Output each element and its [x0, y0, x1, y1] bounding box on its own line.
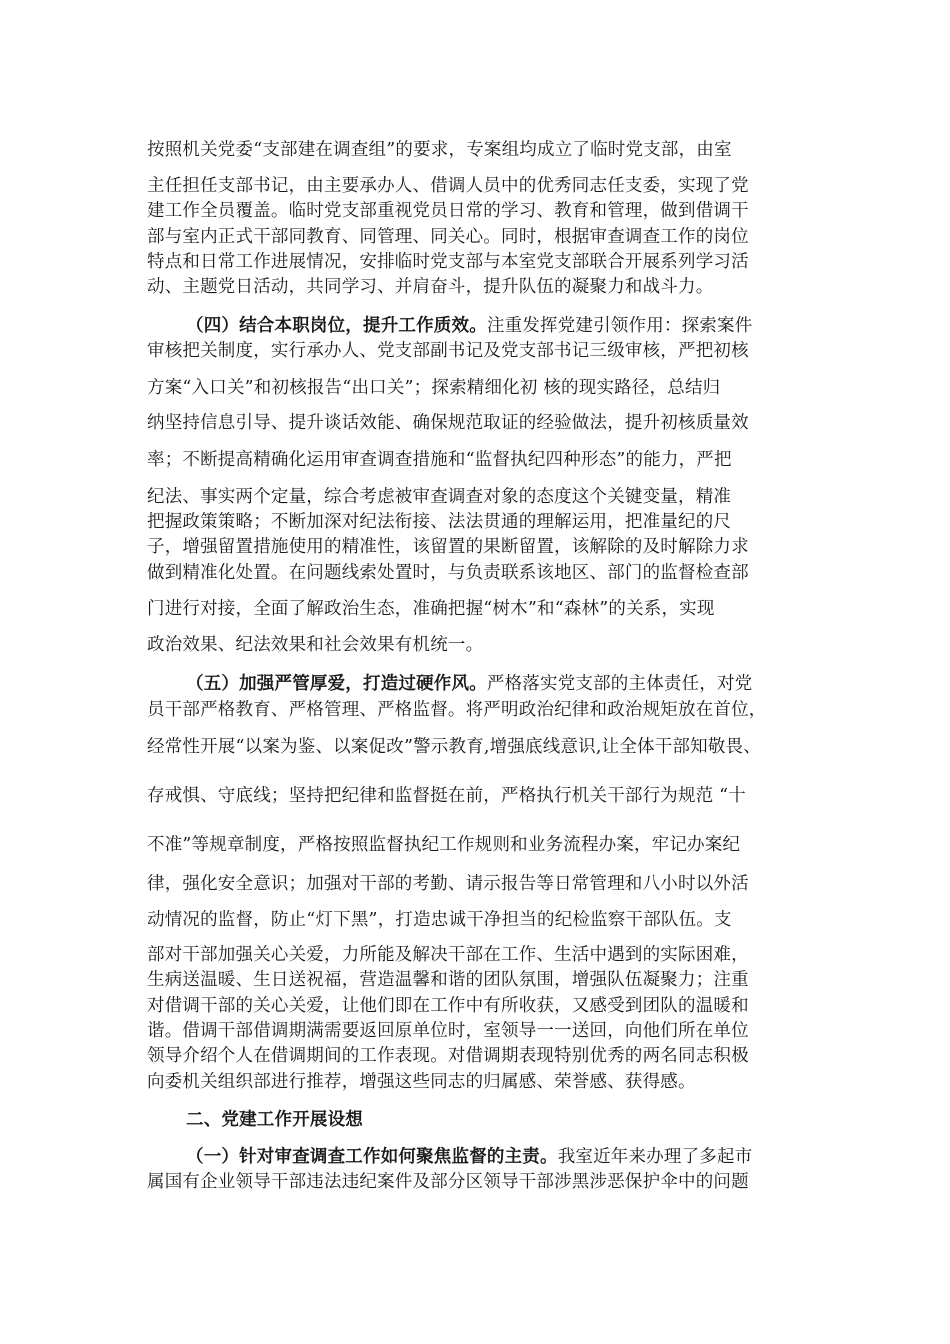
body-text-line: 属国有企业领导干部违法违纪案件及部分区领导干部涉黑涉恶保护伞中的问题	[147, 1172, 749, 1192]
body-text-line: 对借调干部的关心关爱，让他们即在工作中有所收获，又感受到团队的温暖和	[147, 996, 749, 1016]
body-text-line: 纳坚持信息引导、提升谈话效能、确保规范取证的经验做法，提升初核质量效	[147, 413, 749, 433]
body-text-line: 领导介绍个人在借调期间的工作表现。对借调期表现特别优秀的两名同志积极	[147, 1046, 749, 1066]
body-text-span: 注重发挥党建引领作用：探索案件	[486, 316, 753, 336]
body-text-line: 动、主题党日活动，共同学习、并肩奋斗，提升队伍的凝聚力和战斗力。	[147, 277, 714, 297]
subsection-heading-1: （一）针对审查调查工作如何聚焦监督的主责。	[186, 1147, 558, 1167]
body-text-span: 严格落实党支部的主体责任，对党	[486, 674, 753, 694]
section-title-2: 二、党建工作开展设想	[186, 1110, 363, 1130]
body-text-line: 向委机关组织部进行推荐，增强这些同志的归属感、荣誉感、获得感。	[147, 1072, 696, 1092]
body-text-line: 率；不断提高精确化运用审查调查措施和“监督执纪四种形态”的能力，严把	[147, 450, 732, 470]
body-text-line: 经常性开展“以案为鉴、以案促改”警示教育,增强底线意识,让全体干部知敬畏、	[147, 737, 761, 757]
body-text-line: 生病送温暖、生日送祝福，营造温馨和谐的团队氛围，增强队伍凝聚力；注重	[147, 970, 749, 990]
body-text-line: 主任担任支部书记，由主要承办人、借调人员中的优秀同志任支委，实现了党	[147, 176, 749, 196]
body-text-line: 动情况的监督，防止“灯下黑”，打造忠诚干净担当的纪检监察干部队伍。支	[147, 910, 732, 930]
subsection-paragraph-1-first-line	[186, 1146, 807, 1168]
body-text-line: 纪法、事实两个定量，综合考虑被审查调查对象的态度这个关键变量，精准	[147, 487, 732, 507]
body-text-line: 政治效果、纪法效果和社会效果有机统一。	[147, 635, 484, 655]
section-heading-4: （四）结合本职岗位，提升工作质效。	[186, 316, 487, 336]
body-text-line: 律，强化安全意识；加强对干部的考勤、请示报告等日常管理和八小时以外活	[147, 874, 749, 894]
body-text-line: 不准”等规章制度，严格按照监督执纪工作规则和业务流程办案，牢记办案纪	[147, 835, 741, 855]
body-text-line: 按照机关党委“支部建在调查组”的要求，专案组均成立了临时党支部，由室	[147, 140, 732, 160]
body-text-line: 谐。借调干部借调期满需要返回原单位时，室领导一一送回，向他们所在单位	[147, 1021, 749, 1041]
section-heading-5: （五）加强严管厚爱，打造过硬作风。	[186, 674, 487, 694]
body-text-line: 把握政策策略；不断加深对纪法衔接、法法贯通的理解运用，把准量纪的尺	[147, 512, 732, 532]
body-text-line: 门进行对接，全面了解政治生态，准确把握“树木”和“森林”的关系，实现	[147, 599, 715, 619]
section-paragraph-4-first-line	[186, 315, 807, 337]
body-text-line: 审核把关制度，实行承办人、党支部副书记及党支部书记三级审核，严把初核	[147, 341, 749, 361]
body-text-line: 部对干部加强关心关爱，力所能及解决干部在工作、生活中遇到的实际困难，	[147, 945, 749, 965]
body-text-span: 我室近年来办理了多起市	[557, 1147, 753, 1167]
body-text-line: 建工作全员覆盖。临时党支部重视党员日常的学习、教育和管理，做到借调干	[147, 201, 749, 221]
body-text-line: 做到精准化处置。在问题线索处置时，与负责联系该地区、部门的监督检查部	[147, 563, 749, 583]
body-text-line: 方案“入口关”和初核报告“出口关”；探索精细化初 核的现实路径，总结归	[147, 378, 721, 398]
body-text-line: 特点和日常工作进展情况，安排临时党支部与本室党支部联合开展系列学习活	[147, 252, 749, 272]
body-text-line: 子，增强留置措施使用的精准性，该留置的果断留置，该解除的及时解除力求	[147, 537, 749, 557]
body-text-line: 员干部严格教育、严格管理、严格监督。将严明政治纪律和政治规矩放在首位，	[147, 700, 767, 720]
section-paragraph-5-first-line	[186, 673, 807, 695]
body-text-line: 部与室内正式干部同教育、同管理、同关心。同时，根据审查调查工作的岗位	[147, 227, 749, 247]
body-text-line: 存戒惧、守底线；坚持把纪律和监督挺在前，严格执行机关干部行为规范 “十	[147, 786, 747, 806]
